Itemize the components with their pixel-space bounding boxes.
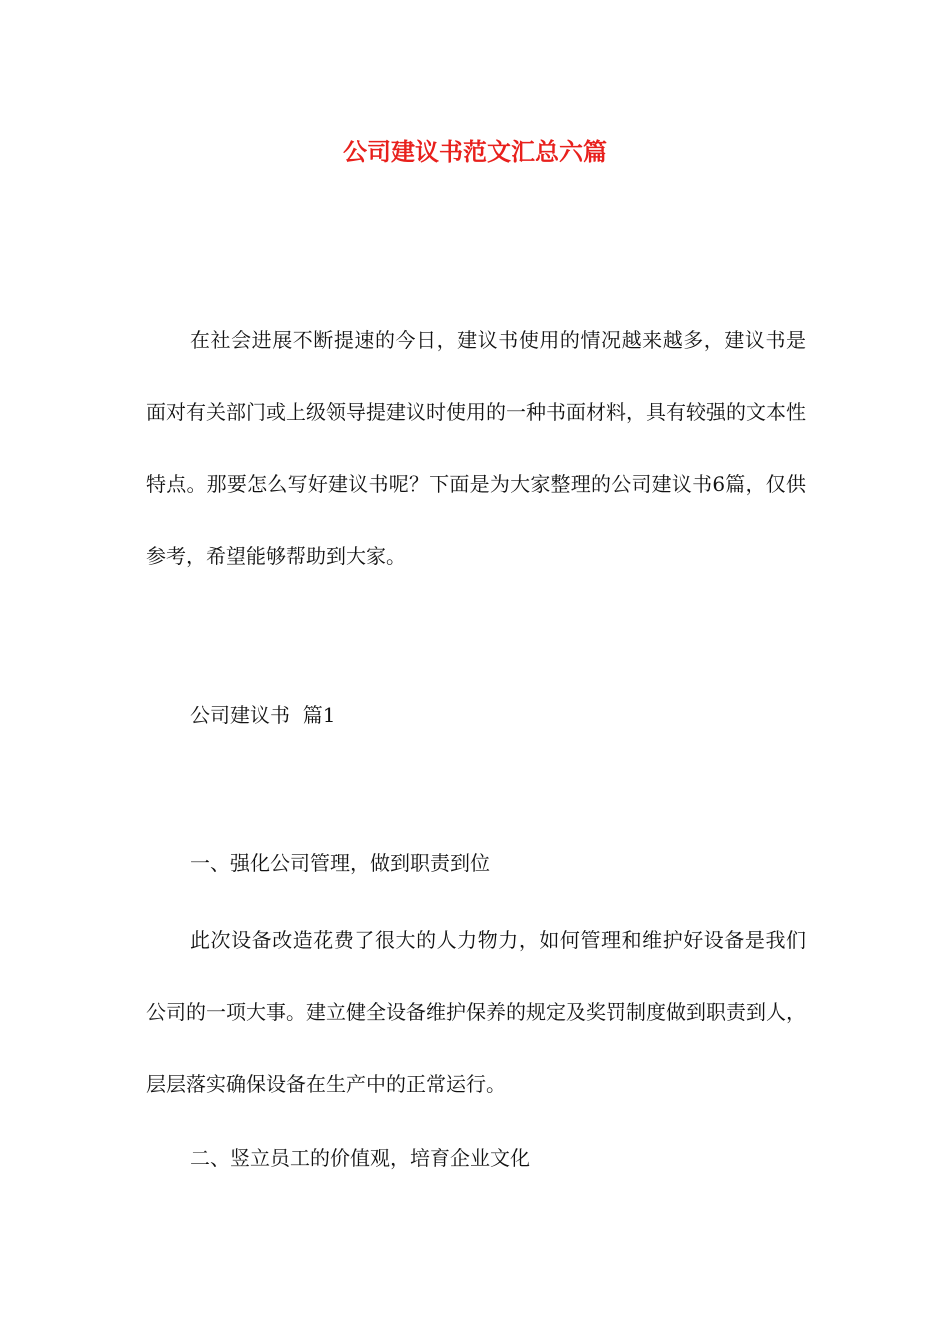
item-one-heading: 一、强化公司管理，做到职责到位: [190, 851, 490, 875]
item-two-heading: 二、竖立员工的价值观，培育企业文化: [190, 1146, 530, 1170]
section-title: 公司建议书 篇1: [190, 703, 336, 727]
intro-paragraph: 在社会进展不断提速的今日，建议书使用的情况越来越多，建议书是面对有关部门或上级领导提建议时使用的一种书面材料，具有较强的文本性特点。那要怎么写好建议书呢？下面是为大家整理的公司建议书6篇，仅供参考，希望能够帮助到大家。: [146, 328, 806, 568]
item-one-body: 此次设备改造花费了很大的人力物力，如何管理和维护好设备是我们公司的一项大事。建立健全设备维护保养的规定及奖罚制度做到职责到人，层层落实确保设备在生产中的正常运行。: [146, 928, 806, 1096]
document-title: 公司建议书范文汇总六篇: [343, 137, 607, 166]
